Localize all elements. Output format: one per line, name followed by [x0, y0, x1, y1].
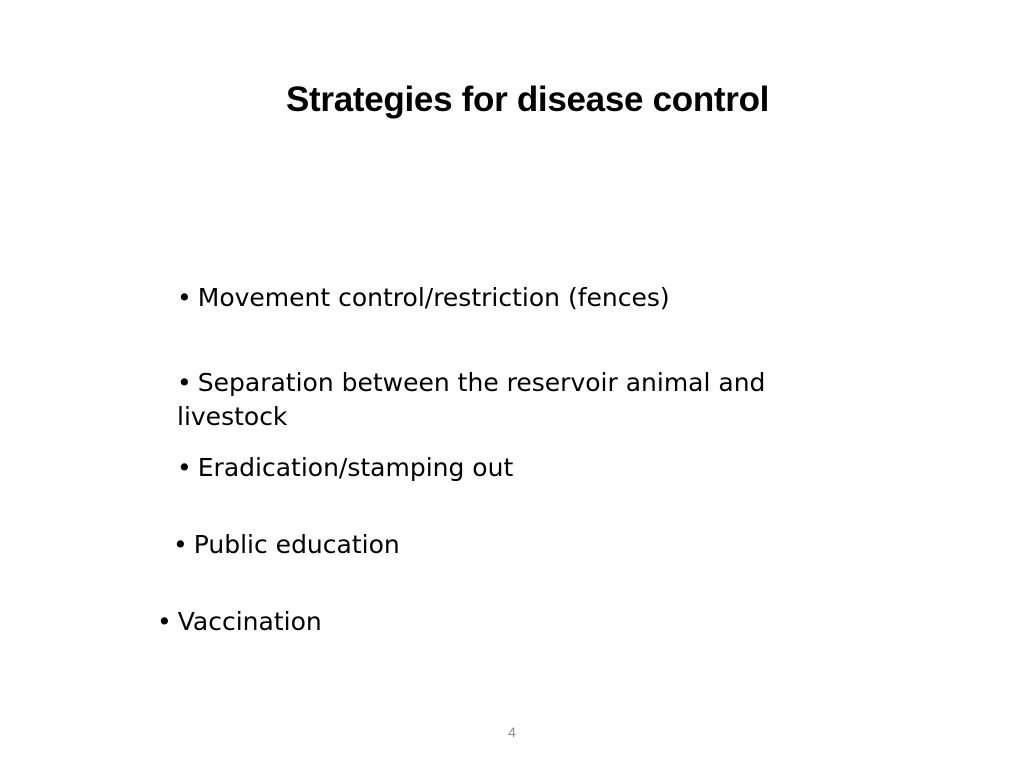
bullet-icon: • [177, 368, 192, 397]
bullet-item-movement-control [177, 281, 670, 315]
bullet-text: Movement control/restriction (fences) [197, 283, 670, 312]
bullet-item-eradication [177, 451, 513, 485]
bullet-icon: • [157, 607, 172, 636]
bullet-item-separation [177, 366, 877, 434]
bullet-item-public-education [173, 528, 400, 562]
bullet-text: Eradication/stamping out [197, 453, 514, 482]
bullet-text: Public education [193, 530, 400, 559]
bullet-icon: • [173, 530, 188, 559]
bullet-item-vaccination [157, 605, 322, 639]
slide-title: Strategies for disease control [286, 80, 770, 119]
bullet-icon: • [177, 453, 192, 482]
bullet-icon: • [177, 283, 192, 312]
bullet-text: Vaccination [177, 607, 322, 636]
bullet-text: Separation between the reservoir animal and livestock [177, 368, 766, 431]
page-number: 4 [508, 724, 516, 740]
